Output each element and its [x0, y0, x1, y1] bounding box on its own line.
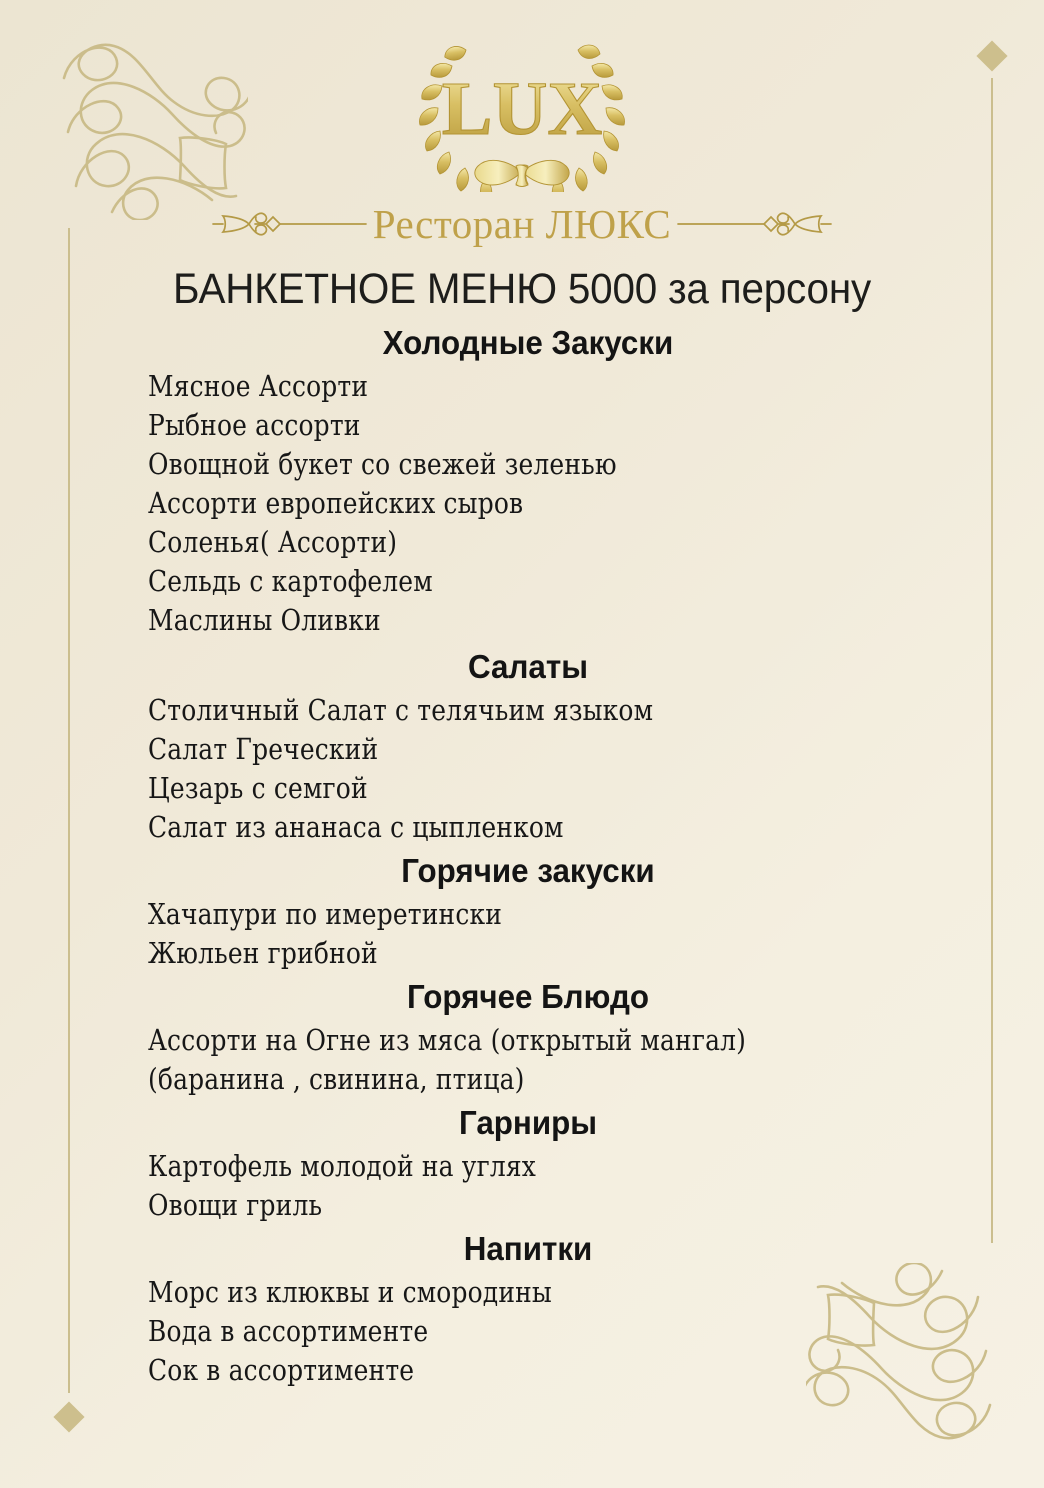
- brand-header: [0, 32, 1044, 247]
- dish-item: Салат из ананаса с цыпленком: [148, 810, 564, 844]
- dish-item: Жюльен грибной: [148, 936, 378, 970]
- section-heading: Холодные Закуски: [382, 324, 674, 361]
- section-heading: Гарниры: [458, 1104, 598, 1141]
- dish-item: Мясное Ассорти: [148, 369, 369, 403]
- dish-item: Вода в ассортименте: [148, 1314, 429, 1348]
- dish-list: [148, 895, 908, 973]
- dish-item: Цезарь с семгой: [148, 771, 368, 805]
- logo-text: LUX: [441, 67, 603, 151]
- dish-list: [148, 1147, 908, 1225]
- section-heading: Салаты: [468, 648, 588, 685]
- dish-item: Салат Греческий: [148, 732, 379, 766]
- fleur-de-lis-ornament-left: [195, 207, 367, 241]
- laurel-wreath-icon: [392, 32, 652, 197]
- dish-list: [148, 1021, 908, 1099]
- menu-section-hot-appetizers: [148, 854, 908, 973]
- fleur-de-lis-ornament-right: [677, 207, 849, 241]
- dish-item: Овощной букет со свежей зеленью: [148, 447, 617, 481]
- page-title: БАНКЕТНОЕ МЕНЮ 5000 за персону: [173, 264, 871, 313]
- dish-item: Картофель молодой на углях: [148, 1149, 537, 1183]
- dish-item: Маслины Оливки: [148, 603, 381, 637]
- menu-section-cold-appetizers: [148, 326, 908, 640]
- dish-item: Хачапури по имеретински: [148, 897, 503, 931]
- dish-item: Столичный Салат с телячьим языком: [148, 693, 654, 727]
- dish-item: Ассорти на Огне из мяса (открытый мангал): [148, 1023, 747, 1057]
- brand-name-row: [0, 200, 1044, 248]
- dish-list: [148, 1273, 908, 1390]
- section-heading: Горячее Блюдо: [406, 978, 650, 1015]
- diamond-ornament-bottom-left: [53, 1401, 84, 1432]
- section-heading: Горячие закуски: [401, 852, 655, 889]
- section-heading: Напитки: [463, 1230, 593, 1267]
- dish-item: Овощи гриль: [148, 1188, 323, 1222]
- dish-list: [148, 691, 908, 847]
- brand-name: Ресторан ЛЮКС: [372, 201, 672, 247]
- dish-item: (баранина , свинина, птица): [148, 1062, 525, 1096]
- dish-item: Морс из клюквы и смородины: [148, 1275, 552, 1309]
- dish-list: [148, 367, 908, 640]
- left-vertical-rule: [68, 228, 70, 1393]
- menu-section-main-course: [148, 980, 908, 1099]
- dish-item: Сельдь с картофелем: [148, 564, 433, 598]
- dish-item: Соленья( Ассорти): [148, 525, 398, 559]
- dish-item: Рыбное ассорти: [148, 408, 361, 442]
- dish-item: Ассорти европейских сыров: [148, 486, 524, 520]
- dish-item: Сок в ассортименте: [148, 1353, 415, 1387]
- menu-section-drinks: [148, 1232, 908, 1390]
- right-vertical-rule: [991, 78, 993, 1243]
- menu-sections: [148, 326, 908, 1390]
- menu-section-side-dishes: [148, 1106, 908, 1225]
- menu-section-salads: [148, 650, 908, 847]
